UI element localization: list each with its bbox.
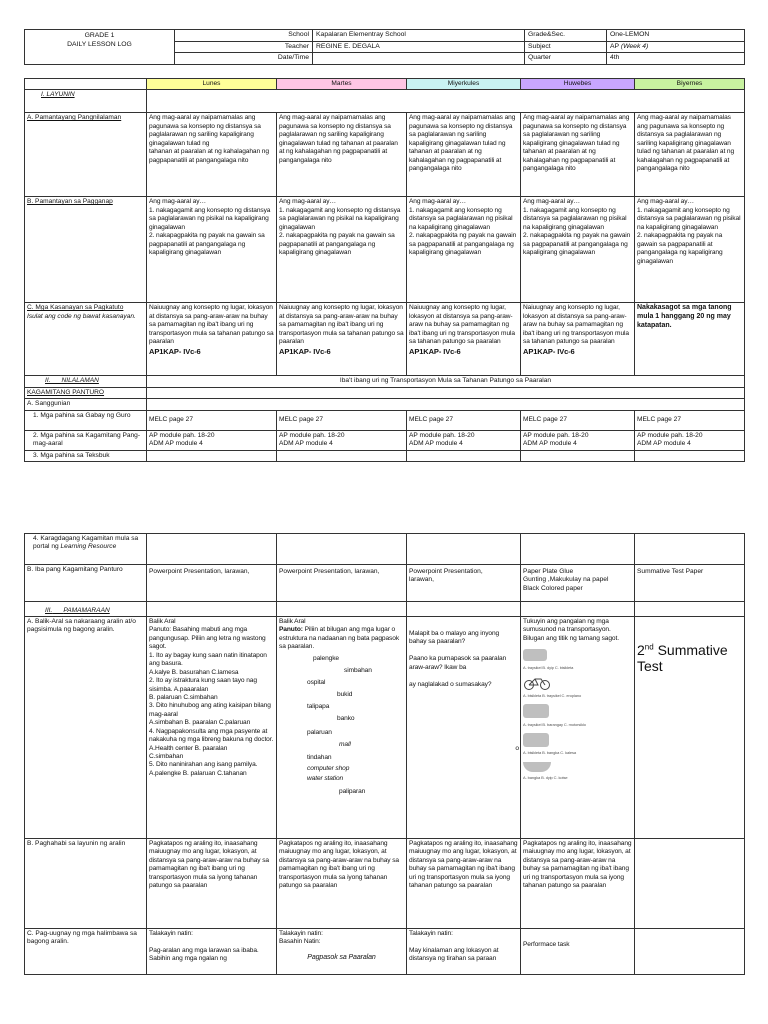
- huwebes-item-1: [523, 649, 632, 670]
- word-talipapa: talipapa: [307, 703, 330, 710]
- pamantayang-biyernes: Ang mag-aaral ay naipamamalas ang pagunawa sa konsepto ng distansya sa paglalarawan ng sariling kapaligirang ginagalawan tulad ng tahanan at paaralan at ng kahalagahan ng pagpapanatili at pangangalaga nito: [635, 113, 745, 197]
- row-sanggunian: A. Sanggunian: [25, 399, 147, 410]
- karagdagang-italic: Learning Resource: [60, 543, 117, 551]
- word-banko: banko: [337, 715, 355, 722]
- pamamaraan-num: III.: [45, 606, 53, 614]
- word-simbahan: simbahan: [344, 667, 372, 674]
- iba-pang-lunes: Powerpoint Presentation, larawan,: [147, 565, 277, 602]
- row-paghahabi: B. Paghahabi sa layunin ng aralin: [25, 839, 147, 929]
- kasanayan-martes-text: Naiuugnay ang konsepto ng lugar, lokasyon at distansya sa pang-araw-araw na buhay sa pamamagitan ng iba't ibang uri ng transportasyon mula sa tahanan patungo sa paaralan: [279, 304, 404, 346]
- pag-uugnay-martes-title: Pagpasok sa Paaralan: [307, 953, 376, 961]
- teksbuk-lunes: [147, 450, 277, 461]
- word-tindahan: tindahan: [307, 754, 332, 761]
- row-kagamitang-pang-aaral: 2. Mga pahina sa Kagamitang Pang-mag-aaral: [25, 430, 147, 450]
- datetime-value: [313, 53, 525, 65]
- nilalaman-num: II.: [45, 377, 51, 385]
- paghahabi-lunes: Pagkatapos ng araling ito, inaasahang maiuugnay mo ang lugar, lokasyon, at distansya sa pang-araw-araw na buhay sa pamamagitan ng iba't ibang uri ng transportasyon mula sa iyong tahanan patungo sa paaralan: [147, 839, 277, 929]
- pamamaraan-huwebes: [521, 602, 635, 617]
- school-label: School: [175, 30, 313, 42]
- row-pamantayan-pagganap: B. Pamantayan sa Pagganap: [25, 197, 147, 303]
- kagamitang-huwebes: AP module pah. 18-20 ADM AP module 4: [521, 430, 635, 450]
- gabay-martes: MELC page 27: [277, 410, 407, 430]
- quarter-value: 4th: [607, 53, 745, 65]
- kasanayan-martes-code: AP1KAP- IVc-6: [279, 346, 331, 356]
- pamantayang-miyerkules: Ang mag-aaral ay naipamamalas ang pagunawa sa konsepto ng distansya sa paglalarawan ng sariling kapaligirang ginagalawan tulad ng tahanan at paaralan at ng kahalagahan ng pagpapanatili at pangangalaga nito: [407, 113, 521, 197]
- word-water-station: water station: [307, 775, 344, 782]
- sanggunian-empty: [147, 399, 745, 410]
- kagamitang-lunes: AP module pah. 18-20 ADM AP module 4: [147, 430, 277, 450]
- balik-aral-martes-panuto: [279, 626, 404, 651]
- summative-word: Summative: [657, 642, 728, 658]
- pamantayang-lunes: Ang mag-aaral ay naipamamalas ang pagunawa sa konsepto ng distansya sa paglalarawan ng sariling kapaligirang ginagalawan tulad ng tahanan at paaralan at ng kahalagahan ng pagpapanatili at pangangalaga nito: [147, 113, 277, 197]
- daily-lesson-log-title: DAILY LESSON LOG: [67, 40, 132, 48]
- pamamaraan-biyernes: [635, 602, 745, 617]
- gabay-biyernes: MELC page 27: [635, 410, 745, 430]
- summative-sup: nd: [644, 642, 654, 652]
- word-palaruan: palaruan: [307, 729, 332, 736]
- kasanayan-huwebes: [521, 303, 635, 376]
- word-palengke: palengke: [313, 655, 339, 662]
- tricycle-icon: [523, 649, 547, 661]
- pag-uugnay-miyerkules: Talakayin natin: May kinalaman ang lokasyon at distansya ng tirahan sa paraan: [407, 929, 521, 975]
- summative-test-title: [637, 642, 742, 674]
- karagdagang-huwebes: [521, 534, 635, 565]
- lesson-table-page-2: [24, 533, 745, 975]
- teacher-label: Teacher: [175, 41, 313, 53]
- martes-panuto-label: Panuto:: [279, 626, 303, 634]
- jeepney-icon: [523, 704, 549, 718]
- huwebes-item-5: [523, 762, 632, 781]
- iba-pang-martes: Powerpoint Presentation, larawan,: [277, 565, 407, 602]
- teacher-value: REGINE E. DEGALA: [313, 41, 525, 53]
- pamantayang-huwebes: Ang mag-aaral ay naipamamalas ang pagunawa sa konsepto ng distansya sa paglalarawan ng sariling kapaligirang ginagalawan tulad ng tahanan at paaralan at ng kahalagahan ng pagpapanatili at pangangalaga nito: [521, 113, 635, 197]
- pamamaraan-martes: [277, 602, 407, 617]
- section-kagamitang-panturo: KAGAMITANG PANTURO: [25, 387, 147, 398]
- paghahabi-martes: Pagkatapos ng araling ito, inaasahang maiuugnay mo ang lugar, lokasyon, at distansya sa pang-araw-araw na buhay sa pamamagitan ng iba't ibang uri ng transportasyon mula sa iyong tahanan patungo sa paaralan: [277, 839, 407, 929]
- iba-pang-huwebes: Paper Plate Glue Gunting ,Makukulay na papel Black Colored paper: [521, 565, 635, 602]
- word-bukid: bukid: [337, 691, 353, 698]
- iba-pang-biyernes: Summative Test Paper: [635, 565, 745, 602]
- layunin-empty: [147, 90, 745, 113]
- teksbuk-miyerkules: [407, 450, 521, 461]
- balik-aral-miyerkules: [407, 617, 521, 839]
- huwebes-item-4: [523, 733, 632, 756]
- miyer-mark: o: [515, 745, 519, 752]
- pag-uugnay-martes: [277, 929, 407, 975]
- pagganap-miyerkules: Ang mag-aaral ay… 1. nakagagamit ang konsepto ng distansya sa paglalarawan ng pisikal na kapaligirang ginagalawan 2. nakapagpakita ng payak na gawain sa pagpapanatili at pangangalaga ng kapaligirang ginagalawan: [407, 197, 521, 303]
- kagamitang-empty: [147, 387, 745, 398]
- iba-pang-miyerkules: Powerpoint Presentation, larawan,: [407, 565, 521, 602]
- pagganap-martes: Ang mag-aaral ay… 1. nakagagamit ang konsepto ng distansya sa paglalarawan ng pisikal na kapaligirang ginagalawan 2. nakapagpakita ng payak na gawain sa pagpapanatili at pangangalaga ng kapaligirang ginagalawan: [277, 197, 407, 303]
- row-pamantayang-pangnilalaman: A. Pamantayang Pangnilalaman: [25, 113, 147, 197]
- gabay-miyerkules: MELC page 27: [407, 410, 521, 430]
- karagdagang-miyerkules: [407, 534, 521, 565]
- kasanayan-huwebes-text: Naiuugnay ang konsepto ng lugar, lokasyon at distansya sa pang-araw-araw na buhay sa pamamagitan ng iba't ibang uri ng transportasyon mula sa tahanan patungo sa paaralan: [523, 304, 629, 346]
- kasanayan-lunes-text: Naiuugnay ang konsepto ng lugar, lokasyon at distansya sa pang-araw-araw na buhay sa pamamagitan ng iba't ibang uri ng transportasyon mula sa tahanan patungo sa paaralan: [149, 304, 274, 346]
- teksbuk-huwebes: [521, 450, 635, 461]
- row-gabay-guro: 1. Mga pahina sa Gabay ng Guro: [25, 410, 147, 430]
- balik-aral-martes: [277, 617, 407, 839]
- row-pag-uugnay: C. Pag-uugnay ng mga halimbawa sa bagong aralin.: [25, 929, 147, 975]
- huwebes-option-4: A. bisikleta B. bangka C. kalesa: [523, 750, 577, 756]
- gabay-lunes: MELC page 27: [147, 410, 277, 430]
- kasanayan-miyerkules: [407, 303, 521, 376]
- row-iba-pang: B. Iba pang Kagamitang Panturo: [25, 565, 147, 602]
- kasanayan-martes: [277, 303, 407, 376]
- quarter-label: Quarter: [525, 53, 607, 65]
- grade-sec-label: Grade&Sec.: [525, 30, 607, 42]
- bicycle-icon: [523, 676, 551, 690]
- paghahabi-huwebes: Pagkatapos ng araling ito, inaasahang maiuugnay mo ang lugar, lokasyon, at distansya sa pang-araw-araw na buhay sa pamamagitan ng iba't ibang uri ng transportasyon mula sa iyong tahanan patungo sa paaralan: [521, 839, 635, 929]
- huwebes-item-2: [523, 676, 632, 699]
- day-miyerkules: Miyerkules: [407, 79, 521, 90]
- huwebes-option-3: A. traysikel B. barangay C. motorsiklo: [523, 721, 586, 727]
- pagganap-biyernes: Ang mag-aaral ay… 1. nakagagamit ang konsepto ng distansya sa paglalarawan ng pisikal na kapaligirang ginagalawan 2. nakapagpakita ng payak na gawain sa pagpapanatili at pangangalaga ng kapaligirang ginagalawan: [635, 197, 745, 303]
- day-martes: Martes: [277, 79, 407, 90]
- day-lunes: Lunes: [147, 79, 277, 90]
- grade-label: GRADE 1: [84, 32, 115, 39]
- pamamaraan-miyerkules: [407, 602, 521, 617]
- kagamitang-miyerkules: AP module pah. 18-20 ADM AP module 4: [407, 430, 521, 450]
- balik-aral-biyernes: [635, 617, 745, 839]
- nilalaman-label: NILALAMAN: [61, 377, 99, 385]
- kasanayan-lunes-code: AP1KAP- IVc-6: [149, 346, 201, 356]
- pag-uugnay-biyernes: [635, 929, 745, 975]
- subject-value-cell: [607, 41, 745, 53]
- nilalaman-value: Iba't ibang uri ng Transportasyon Mula sa Tahanan Patungo sa Paaralan: [147, 376, 745, 387]
- huwebes-item-3: [523, 704, 632, 727]
- kasanayan-miyerkules-text: Naiuugnay ang konsepto ng lugar, lokasyon at distansya sa pang-araw-araw na buhay sa pamamagitan ng iba't ibang uri ng transportasyon mula sa tahanan patungo sa paaralan: [409, 304, 515, 346]
- karagdagang-label: 4. Karagdagang Kagamitan mula sa portal ng: [33, 535, 139, 551]
- summative-prefix: 2: [637, 642, 645, 658]
- karagdagang-martes: [277, 534, 407, 565]
- word-paliparan: paliparan: [339, 788, 366, 795]
- header-title-cell: [25, 30, 175, 65]
- karagdagang-biyernes: [635, 534, 745, 565]
- pamamaraan-label: PAMAMARAAN: [63, 606, 110, 614]
- paghahabi-miyerkules: Pagkatapos ng araling ito, inaasahang maiuugnay mo ang lugar, lokasyon, at distansya sa pang-araw-araw na buhay sa pamamagitan ng iba't ibang uri ng transportasyon mula sa iyong tahanan patungo sa paaralan: [407, 839, 521, 929]
- karagdagang-lunes: [147, 534, 277, 565]
- word-mall: mall: [339, 741, 351, 748]
- row-teksbuk: 3. Mga pahina sa Teksbuk: [25, 450, 147, 461]
- day-biyernes: Biyernes: [635, 79, 745, 90]
- kasanayan-lunes: [147, 303, 277, 376]
- row-karagdagang: [25, 534, 147, 565]
- section-pamamaraan: [25, 602, 147, 617]
- pamamaraan-lunes: [147, 602, 277, 617]
- huwebes-option-2: A. bisikleta B. traysikel C. eroplano: [523, 693, 582, 699]
- huwebes-option-5: A. bangka B. dyip C. kotse: [523, 774, 568, 780]
- subject-value: AP: [610, 42, 619, 50]
- pagganap-huwebes: Ang mag-aaral ay… 1. nakagagamit ang konsepto ng distansya sa paglalarawan ng pisikal na kapaligirang ginagalawan 2. nakapagpakita ng payak na gawain sa pagpapanatili at pangangalaga ng kapaligirang ginagalawan: [521, 197, 635, 303]
- datetime-label: Date/Time: [175, 53, 313, 65]
- kasanayan-biyernes: Nakakasagot sa mga tanong mula 1 hanggang 20 ng may katapatan.: [635, 303, 745, 376]
- paghahabi-biyernes: [635, 839, 745, 929]
- kasanayan-label: C. Mga Kasanayan sa Pagkatuto: [27, 304, 124, 312]
- summative-test-word: Test: [637, 658, 663, 675]
- pag-uugnay-huwebes: [521, 929, 635, 975]
- balik-aral-lunes: Balik Aral Panuto: Basahing mabuti ang mga pangungusap. Piliin ang letra ng wastong sagot. 1. Ito ay bagay kung saan natin itinatapon ang basura. A.kalye B. basurahan C.lamesa 2. Ito ay istraktura kung saan tayo nag sisimba. A.paaaralan B. palaruan C.simbahan 3. Dito hinuhubog ang ating kaisipan bilang mag-aaral A.simbahan B. paaralan C.palaruan 4. Nagpapakonsulta ang mga pasyente at nakakuha ng mga libreng bakuna ng doctor. A.Health center B. paaralan C.simbahan 5. Dito naninirahan ang isang pamilya. A.palengke B. palaruan C.tahanan: [147, 617, 277, 839]
- kagamitang-biyernes: AP module pah. 18-20 ADM AP module 4: [635, 430, 745, 450]
- row-kasanayan: [25, 303, 147, 376]
- school-value: Kapalaran Elementray School: [313, 30, 525, 42]
- boat-icon: [523, 762, 551, 772]
- row-balik-aral: A. Balik-Aral sa nakaraang aralin at/o pagsisimula ng bagong aralin.: [25, 617, 147, 839]
- section-layunin: I. LAYUNIN: [25, 90, 147, 113]
- word-ospital: ospital: [307, 679, 326, 686]
- kasanayan-miyerkules-code: AP1KAP- IVc-6: [409, 346, 461, 356]
- pag-uugnay-lunes: Talakayin natin: Pag-aralan ang mga larawan sa ibaba. Sabihin ang mga ngalan ng: [147, 929, 277, 975]
- balik-aral-huwebes: [521, 617, 635, 839]
- gabay-huwebes: MELC page 27: [521, 410, 635, 430]
- pagganap-lunes: Ang mag-aaral ay… 1. nakagagamit ang konsepto ng distansya sa paglalarawan ng pisikal na kapaligirang ginagalawan 2. nakapagpakita ng payak na gawain sa pagpapanatili at pangangalaga ng kapaligirang ginagalawan: [147, 197, 277, 303]
- kasanayan-note: Isulat ang code ng bawat kasanayan.: [27, 312, 136, 320]
- carriage-icon: [523, 733, 549, 747]
- subject-week: (Week 4): [620, 42, 649, 50]
- pag-uugnay-martes-text: Talakayin natin: Basahin Natin:: [279, 930, 323, 946]
- kagamitang-martes: AP module pah. 18-20 ADM AP module 4: [277, 430, 407, 450]
- martes-panuto-text: Piliin at bilugan ang mga lugar o estruktura na nadaanan ng bata pagpasok sa paaralan.: [279, 626, 400, 651]
- teksbuk-martes: [277, 450, 407, 461]
- teksbuk-biyernes: [635, 450, 745, 461]
- pamantayang-martes: Ang mag-aaral ay naipamamalas ang pagunawa sa konsepto ng distansya sa paglalarawan ng sariling kapaligirang ginagalawan tulad ng tahanan at paaralan at ng kahalagahan ng pagpapanatili at pangangalaga nito: [277, 113, 407, 197]
- pag-uugnay-huwebes-text: Performace task: [523, 941, 570, 948]
- huwebes-instruction: Tukuyin ang pangalan ng mga sumusunod na transportasyon. Bilugan ang titik ng tamang sagot.: [523, 618, 619, 642]
- kasanayan-huwebes-code: AP1KAP- IVc-6: [523, 346, 575, 356]
- day-corner: [25, 79, 147, 90]
- lesson-table-page-1: [24, 78, 745, 462]
- day-huwebes: Huwebes: [521, 79, 635, 90]
- balik-aral-miyer-text: Malapit ba o malayo ang inyong bahay sa paaralan? Paano ka pumapasok sa paaralan araw-araw? Ikaw ba ay naglalakad o sumasakay?: [409, 630, 507, 688]
- word-computer-shop: computer shop: [307, 765, 350, 772]
- header-table: [24, 29, 745, 65]
- section-nilalaman: [25, 376, 147, 387]
- grade-sec-value: One-LEMON: [607, 30, 745, 42]
- balik-aral-martes-intro: Balik Aral: [279, 618, 306, 625]
- huwebes-option-1: A. traysikel B. dyip C. bisikleta: [523, 664, 574, 670]
- subject-label: Subject: [525, 41, 607, 53]
